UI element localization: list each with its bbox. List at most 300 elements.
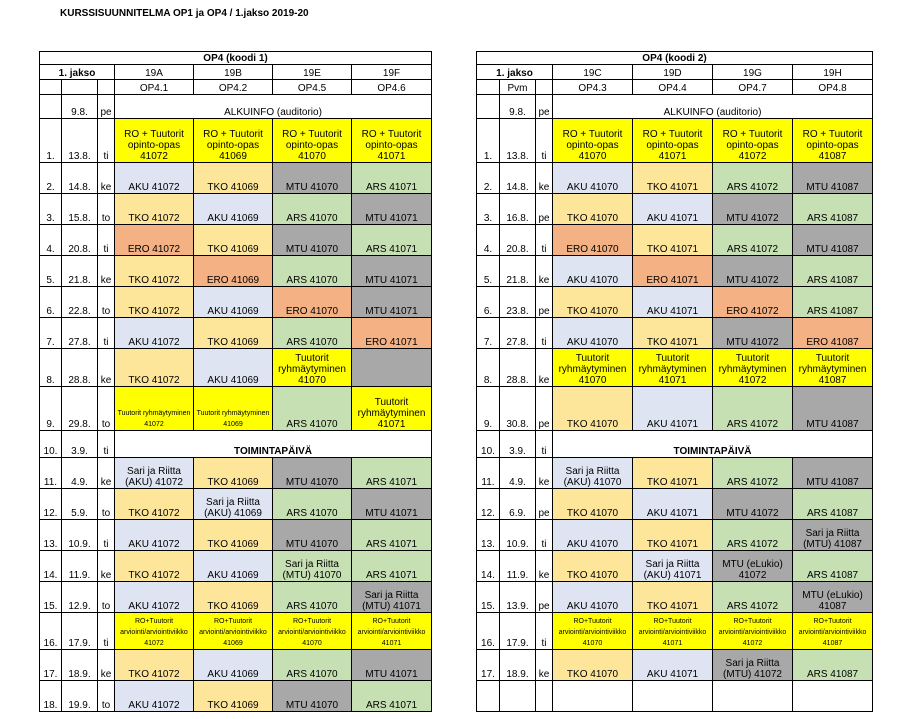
schedule-cell: ARS 41087 (793, 551, 873, 582)
schedule-cell: ARS 41071 (352, 225, 432, 256)
schedule-cell: Sari ja Riitta (MTU) 41071 (352, 582, 432, 613)
table-row (477, 119, 873, 163)
row-date: 19.9. (62, 681, 98, 712)
schedule-cell: RO+Tuutorit arviointi/arviointiviikko 41069 (194, 613, 273, 650)
table-heading: OP4 (koodi 2) (477, 52, 873, 65)
blank-cell (40, 80, 62, 95)
table-row (477, 349, 873, 387)
table-row (40, 551, 432, 582)
schedule-cell: TKO 41069 (194, 582, 273, 613)
row-number: 15. (40, 582, 62, 613)
row-date: 27.8. (500, 318, 536, 349)
schedule-cell: TKO 41072 (115, 287, 194, 318)
schedule-cell: RO+Tuutorit arviointi/arviointiviikko 41072 (713, 613, 793, 650)
table-row (477, 431, 873, 458)
schedule-cell: RO + Tuutorit opinto-opas 41072 (115, 119, 194, 163)
schedule-cell: TKO 41072 (115, 349, 194, 387)
schedule-cell: ARS 41072 (713, 520, 793, 551)
course-code: OP4.1 (115, 80, 194, 95)
schedule-cell: AKU 41072 (115, 520, 194, 551)
schedule-cell (352, 349, 432, 387)
schedule-cell: MTU 41072 (713, 489, 793, 520)
schedule-cell: AKU 41071 (633, 194, 713, 225)
table-row (477, 458, 873, 489)
row-number: 14. (477, 551, 500, 582)
row-number: 8. (40, 349, 62, 387)
row-number: 5. (40, 256, 62, 287)
schedule-cell: AKU 41070 (553, 256, 633, 287)
row-weekday: ke (98, 551, 115, 582)
row-weekday: to (98, 489, 115, 520)
schedule-cell: TKO 41070 (553, 287, 633, 318)
schedule-cell: Sari ja Riitta (AKU) 41070 (553, 458, 633, 489)
row-number (477, 95, 500, 119)
group-name: 19B (194, 65, 273, 80)
row-date: 9.8. (500, 95, 536, 119)
row-date: 13.9. (500, 582, 536, 613)
course-code: OP4.6 (352, 80, 432, 95)
schedule-cell: Sari ja Riitta (AKU) 41069 (194, 489, 273, 520)
group-row (477, 65, 873, 80)
table-row (40, 287, 432, 318)
row-date: 6.9. (500, 489, 536, 520)
schedule-cell: ARS 41087 (793, 256, 873, 287)
document-title: KURSSISUUNNITELMA OP1 ja OP4 / 1.jakso 2019-20 (60, 8, 309, 19)
row-date: 13.8. (62, 119, 98, 163)
row-number: 4. (477, 225, 500, 256)
row-number: 4. (40, 225, 62, 256)
schedule-cell: TKO 41071 (633, 163, 713, 194)
schedule-cell (553, 681, 633, 712)
row-number: 12. (477, 489, 500, 520)
row-number: 3. (40, 194, 62, 225)
row-number: 11. (40, 458, 62, 489)
schedule-cell: ERO 41069 (194, 256, 273, 287)
schedule-cell: AKU 41069 (194, 349, 273, 387)
row-weekday: ke (98, 163, 115, 194)
schedule-cell: TKO 41070 (553, 387, 633, 431)
row-date: 18.9. (500, 650, 536, 681)
row-date: 4.9. (62, 458, 98, 489)
schedule-cell: ERO 41072 (115, 225, 194, 256)
row-date: 18.9. (62, 650, 98, 681)
row-date: 23.8. (500, 287, 536, 318)
full-width-event: ALKUINFO (auditorio) (553, 95, 873, 119)
table-row (477, 489, 873, 520)
schedule-cell: ARS 41071 (352, 163, 432, 194)
table-row (477, 681, 873, 712)
row-date: 9.8. (62, 95, 98, 119)
schedule-cell: MTU 41087 (793, 163, 873, 194)
table-heading: OP4 (koodi 1) (40, 52, 432, 65)
table-row (477, 387, 873, 431)
row-number: 6. (477, 287, 500, 318)
schedule-cell: TKO 41069 (194, 681, 273, 712)
row-weekday: ke (98, 256, 115, 287)
row-date: 20.8. (500, 225, 536, 256)
row-number: 10. (477, 431, 500, 458)
schedule-cell: AKU 41069 (194, 287, 273, 318)
schedule-cell: ERO 41071 (633, 256, 713, 287)
row-date: 20.8. (62, 225, 98, 256)
table-row (477, 650, 873, 681)
schedule-cell: MTU 41071 (352, 256, 432, 287)
schedule-cell: MTU (eLukio) 41072 (713, 551, 793, 582)
row-number: 10. (40, 431, 62, 458)
schedule-cell: MTU 41070 (273, 520, 352, 551)
table-row (477, 256, 873, 287)
schedule-cell: TKO 41069 (194, 458, 273, 489)
row-weekday: to (98, 194, 115, 225)
schedule-cell: ERO 41070 (273, 287, 352, 318)
row-weekday: pe (98, 95, 115, 119)
schedule-cell: MTU 41070 (273, 225, 352, 256)
table-row (40, 520, 432, 551)
row-date: 10.9. (500, 520, 536, 551)
row-weekday: pe (536, 387, 553, 431)
row-date: 11.9. (500, 551, 536, 582)
schedule-cell: ARS 41087 (793, 194, 873, 225)
row-weekday: pe (536, 95, 553, 119)
row-weekday: to (98, 681, 115, 712)
schedule-cell: Tuutorit ryhmäytyminen 41069 (194, 387, 273, 431)
row-number: 9. (477, 387, 500, 431)
row-weekday: pe (536, 582, 553, 613)
row-weekday: ti (536, 119, 553, 163)
schedule-cell: ARS 41072 (713, 387, 793, 431)
table-row (40, 387, 432, 431)
group-row (40, 65, 432, 80)
row-number: 6. (40, 287, 62, 318)
table-row (40, 256, 432, 287)
schedule-cell: Sari ja Riitta (AKU) 41072 (115, 458, 194, 489)
jakso-label: 1. jakso (40, 65, 115, 80)
row-number: 12. (40, 489, 62, 520)
table-row (477, 520, 873, 551)
schedule-cell: RO + Tuutorit opinto-opas 41071 (352, 119, 432, 163)
schedule-cell: TKO 41071 (633, 458, 713, 489)
schedule-cell: ARS 41071 (352, 520, 432, 551)
schedule-cell: ERO 41072 (713, 287, 793, 318)
row-date (500, 681, 536, 712)
row-date: 5.9. (62, 489, 98, 520)
group-name: 19H (793, 65, 873, 80)
schedule-cell: Tuutorit ryhmäytyminen 41070 (553, 349, 633, 387)
schedule-cell: AKU 41071 (633, 650, 713, 681)
schedule-cell (713, 681, 793, 712)
schedule-cell: MTU 41071 (352, 489, 432, 520)
code-row (40, 80, 432, 95)
row-number: 3. (477, 194, 500, 225)
schedule-cell: AKU 41070 (553, 582, 633, 613)
schedule-cell: TKO 41070 (553, 194, 633, 225)
full-width-event: TOIMINTAPÄIVÄ (115, 431, 432, 458)
schedule-cell: MTU 41087 (793, 387, 873, 431)
schedule-cell: ARS 41070 (273, 194, 352, 225)
group-name: 19F (352, 65, 432, 80)
table-row (477, 95, 873, 119)
schedule-cell: ARS 41087 (793, 650, 873, 681)
group-name: 19C (553, 65, 633, 80)
schedule-table-op4-koodi-2 (476, 51, 873, 712)
schedule-cell: Tuutorit ryhmäytyminen 41087 (793, 349, 873, 387)
course-code: OP4.4 (633, 80, 713, 95)
schedule-cell: AKU 41072 (115, 582, 194, 613)
table-row (40, 318, 432, 349)
row-weekday: ti (98, 613, 115, 650)
schedule-cell: ERO 41071 (352, 318, 432, 349)
row-number: 2. (477, 163, 500, 194)
schedule-cell: RO + Tuutorit opinto-opas 41071 (633, 119, 713, 163)
row-weekday: ti (536, 225, 553, 256)
row-date: 22.8. (62, 287, 98, 318)
schedule-cell: ARS 41071 (352, 681, 432, 712)
row-number: 17. (477, 650, 500, 681)
schedule-cell: RO+Tuutorit arviointi/arviointiviikko 41070 (273, 613, 352, 650)
schedule-cell: Tuutorit ryhmäytyminen 41071 (633, 349, 713, 387)
table-row (477, 287, 873, 318)
table-body (40, 52, 432, 712)
row-number (477, 681, 500, 712)
schedule-cell: TKO 41071 (633, 582, 713, 613)
table-row (40, 681, 432, 712)
jakso-label: 1. jakso (477, 65, 553, 80)
row-number: 5. (477, 256, 500, 287)
schedule-cell: TKO 41071 (633, 225, 713, 256)
row-number: 13. (40, 520, 62, 551)
row-number: 14. (40, 551, 62, 582)
row-date: 14.8. (62, 163, 98, 194)
row-date: 21.8. (500, 256, 536, 287)
schedule-cell: Tuutorit ryhmäytyminen 41072 (713, 349, 793, 387)
schedule-cell: AKU 41070 (553, 163, 633, 194)
row-date: 10.9. (62, 520, 98, 551)
code-row (477, 80, 873, 95)
schedule-cell: ARS 41071 (352, 551, 432, 582)
schedule-cell: MTU 41087 (793, 225, 873, 256)
table-row (40, 582, 432, 613)
schedule-cell: RO+Tuutorit arviointi/arviointiviikko 41071 (633, 613, 713, 650)
table-row (40, 431, 432, 458)
schedule-cell: Sari ja Riitta (MTU) 41072 (713, 650, 793, 681)
row-weekday: to (98, 387, 115, 431)
schedule-cell: AKU 41071 (633, 287, 713, 318)
schedule-cell: TKO 41072 (115, 551, 194, 582)
schedule-cell: TKO 41069 (194, 163, 273, 194)
schedule-cell: RO + Tuutorit opinto-opas 41072 (713, 119, 793, 163)
course-code: OP4.2 (194, 80, 273, 95)
row-number (40, 95, 62, 119)
row-weekday: ke (536, 650, 553, 681)
schedule-cell: TKO 41072 (115, 256, 194, 287)
schedule-cell: MTU 41072 (713, 256, 793, 287)
schedule-cell: ARS 41070 (273, 318, 352, 349)
schedule-cell: TKO 41070 (553, 551, 633, 582)
table-body (477, 52, 873, 712)
row-weekday: ke (536, 349, 553, 387)
row-weekday: ti (98, 119, 115, 163)
row-weekday: ti (536, 520, 553, 551)
row-weekday: ke (536, 551, 553, 582)
group-name: 19A (115, 65, 194, 80)
group-name: 19E (273, 65, 352, 80)
schedule-cell: MTU 41070 (273, 681, 352, 712)
schedule-cell: RO + Tuutorit opinto-opas 41087 (793, 119, 873, 163)
course-code: OP4.7 (713, 80, 793, 95)
schedule-cell: AKU 41070 (553, 318, 633, 349)
row-number: 18. (40, 681, 62, 712)
row-date: 3.9. (62, 431, 98, 458)
row-weekday (536, 681, 553, 712)
schedule-cell: TKO 41069 (194, 225, 273, 256)
schedule-cell: Sari ja Riitta (MTU) 41087 (793, 520, 873, 551)
schedule-cell: Tuutorit ryhmäytyminen 41070 (273, 349, 352, 387)
row-date: 16.8. (500, 194, 536, 225)
schedule-cell: RO+Tuutorit arviointi/arviointiviikko 41070 (553, 613, 633, 650)
schedule-cell: Tuutorit ryhmäytyminen 41071 (352, 387, 432, 431)
row-weekday: pe (536, 194, 553, 225)
table-row (40, 225, 432, 256)
schedule-cell: ARS 41070 (273, 650, 352, 681)
blank-cell (536, 80, 553, 95)
table-row (477, 225, 873, 256)
row-number: 1. (477, 119, 500, 163)
schedule-cell: RO+Tuutorit arviointi/arviointiviikko 41072 (115, 613, 194, 650)
row-date: 17.9. (500, 613, 536, 650)
row-date: 21.8. (62, 256, 98, 287)
row-weekday: pe (536, 489, 553, 520)
schedule-cell: TKO 41071 (633, 318, 713, 349)
schedule-cell: ARS 41070 (273, 582, 352, 613)
group-name: 19D (633, 65, 713, 80)
schedule-cell: AKU 41070 (553, 520, 633, 551)
course-code: OP4.8 (793, 80, 873, 95)
row-weekday: ti (98, 318, 115, 349)
row-weekday: ke (536, 458, 553, 489)
table-row (40, 194, 432, 225)
row-number: 15. (477, 582, 500, 613)
table-row (477, 613, 873, 650)
schedule-cell: AKU 41072 (115, 163, 194, 194)
row-date: 13.8. (500, 119, 536, 163)
schedule-cell (793, 681, 873, 712)
schedule-cell: ARS 41070 (273, 387, 352, 431)
row-date: 28.8. (500, 349, 536, 387)
schedule-cell: AKU 41069 (194, 650, 273, 681)
blank-cell (477, 80, 500, 95)
row-number: 11. (477, 458, 500, 489)
row-weekday: pe (536, 287, 553, 318)
row-date: 11.9. (62, 551, 98, 582)
row-date: 27.8. (62, 318, 98, 349)
row-date: 28.8. (62, 349, 98, 387)
schedule-cell: ARS 41070 (273, 256, 352, 287)
schedule-cell: AKU 41071 (633, 387, 713, 431)
schedule-cell: RO+Tuutorit arviointi/arviointiviikko 41087 (793, 613, 873, 650)
schedule-cell: MTU 41071 (352, 287, 432, 318)
table-row (40, 95, 432, 119)
schedule-cell: Tuutorit ryhmäytyminen 41072 (115, 387, 194, 431)
schedule-cell: RO+Tuutorit arviointi/arviointiviikko 41071 (352, 613, 432, 650)
schedule-cell: RO + Tuutorit opinto-opas 41069 (194, 119, 273, 163)
row-number: 13. (477, 520, 500, 551)
row-weekday: ti (536, 431, 553, 458)
row-date: 12.9. (62, 582, 98, 613)
row-weekday: ti (98, 225, 115, 256)
table-row (477, 582, 873, 613)
schedule-cell: MTU 41072 (713, 194, 793, 225)
blank-cell (98, 80, 115, 95)
table-row (40, 458, 432, 489)
schedule-cell: ARS 41087 (793, 489, 873, 520)
row-date: 15.8. (62, 194, 98, 225)
schedule-cell: ARS 41071 (352, 458, 432, 489)
schedule-cell: AKU 41072 (115, 318, 194, 349)
schedule-cell: TKO 41069 (194, 520, 273, 551)
schedule-cell: ERO 41087 (793, 318, 873, 349)
table-header-row (40, 52, 432, 65)
schedule-cell: AKU 41072 (115, 681, 194, 712)
row-number: 7. (477, 318, 500, 349)
row-number: 17. (40, 650, 62, 681)
row-weekday: ke (98, 458, 115, 489)
full-width-event: TOIMINTAPÄIVÄ (553, 431, 873, 458)
row-date: 3.9. (500, 431, 536, 458)
course-code: OP4.5 (273, 80, 352, 95)
schedule-cell: MTU 41071 (352, 194, 432, 225)
row-weekday: ke (98, 650, 115, 681)
schedule-cell: Sari ja Riitta (MTU) 41070 (273, 551, 352, 582)
schedule-cell: Sari ja Riitta (AKU) 41071 (633, 551, 713, 582)
schedule-table-op4-koodi-1 (39, 51, 432, 712)
schedule-cell: RO + Tuutorit opinto-opas 41070 (273, 119, 352, 163)
row-date: 29.8. (62, 387, 98, 431)
schedule-cell: ARS 41072 (713, 582, 793, 613)
schedule-cell: ARS 41072 (713, 225, 793, 256)
schedule-cell: RO + Tuutorit opinto-opas 41070 (553, 119, 633, 163)
pvm-label (62, 80, 98, 95)
schedule-cell: MTU 41072 (713, 318, 793, 349)
row-number: 8. (477, 349, 500, 387)
row-weekday: to (98, 287, 115, 318)
row-weekday: ti (536, 613, 553, 650)
course-code: OP4.3 (553, 80, 633, 95)
schedule-cell: TKO 41071 (633, 520, 713, 551)
schedule-cell: MTU 41071 (352, 650, 432, 681)
schedule-cell: TKO 41072 (115, 489, 194, 520)
schedule-cell: TKO 41072 (115, 650, 194, 681)
table-row (477, 163, 873, 194)
schedule-cell: ARS 41087 (793, 287, 873, 318)
table-row (40, 163, 432, 194)
row-weekday: ke (98, 349, 115, 387)
row-number: 1. (40, 119, 62, 163)
schedule-cell: TKO 41069 (194, 318, 273, 349)
row-number: 9. (40, 387, 62, 431)
schedule-cell: TKO 41072 (115, 194, 194, 225)
row-weekday: ti (536, 318, 553, 349)
pvm-label: Pvm (500, 80, 536, 95)
group-name: 19G (713, 65, 793, 80)
row-weekday: to (98, 582, 115, 613)
schedule-cell: MTU 41070 (273, 458, 352, 489)
table-row (40, 613, 432, 650)
full-width-event: ALKUINFO (auditorio) (115, 95, 432, 119)
schedule-cell: AKU 41071 (633, 489, 713, 520)
table-row (477, 318, 873, 349)
row-number: 16. (477, 613, 500, 650)
row-number: 2. (40, 163, 62, 194)
